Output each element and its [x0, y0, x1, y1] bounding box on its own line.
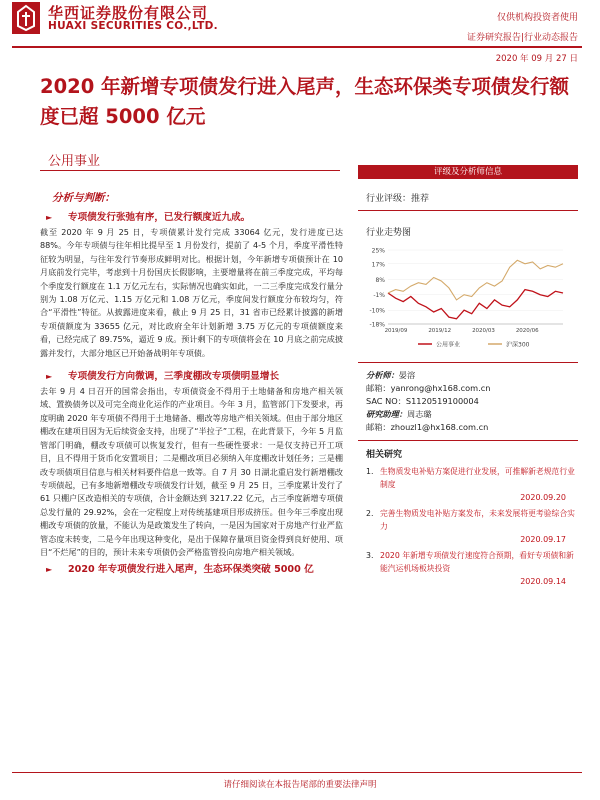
- header-divider: [12, 46, 582, 48]
- related-research-list: [358, 466, 578, 586]
- section-heading-text: 2020 年专项债发行进入尾声，生态环保类突破 5000 亿: [68, 564, 314, 576]
- email-label: 邮箱：: [366, 422, 391, 432]
- company-logo: [12, 2, 40, 34]
- analyst-name: 晏溶: [398, 370, 416, 380]
- y-tick-label: 25%: [371, 247, 385, 255]
- section-heading-2: [40, 370, 343, 383]
- trend-chart-label: 行业走势图: [366, 228, 412, 238]
- section-heading-3: [40, 563, 343, 576]
- series-line-csi300: [388, 260, 563, 300]
- bullet-triangle-icon: ►: [46, 565, 53, 575]
- bullet-triangle-icon: ►: [46, 372, 53, 382]
- sidebar-divider: [358, 362, 578, 363]
- analysis-heading: 分析与判断：: [52, 192, 115, 204]
- email-label: 邮箱：: [366, 383, 391, 393]
- industry-trend-chart: [358, 242, 578, 352]
- sidebar-divider: [358, 440, 578, 441]
- y-tick-label: 17%: [371, 261, 385, 269]
- bullet-triangle-icon: ►: [46, 213, 53, 222]
- related-item[interactable]: 3. 2020 年新增专项债发行速度符合预期，看好专项债和新能汽运机场板块投资: [366, 550, 578, 575]
- industry-rating: [366, 191, 578, 204]
- analyst-email[interactable]: yanrong@hx168.com.cn: [390, 383, 491, 393]
- section-heading-text: 专项债发行方向微调，三季度棚改专项债明显增长: [68, 371, 280, 383]
- analyst-label: 分析师：: [366, 370, 399, 380]
- related-item-title: 2020 年新增专项债发行速度符合预期，看好专项债和新能汽运机场板块投资: [380, 551, 574, 573]
- related-item-date: 2020.09.20: [520, 493, 566, 502]
- y-tick-label: -18%: [369, 321, 385, 329]
- related-item-title: 生物质发电补贴方案促进行业发展，可推解新老规范行业制度: [380, 467, 575, 489]
- assistant-name: 周志璐: [406, 409, 432, 419]
- company-name-cn: 华西证券股份有限公司: [48, 4, 209, 22]
- report-date: 2020 年 09 月 27 日: [495, 54, 578, 64]
- sector-divider: [40, 170, 340, 171]
- assistant-label: 研究助理：: [366, 409, 407, 419]
- section-heading-1: [40, 211, 343, 224]
- investor-disclaimer: 仅供机构投资者使用: [496, 13, 578, 23]
- y-tick-label: -10%: [369, 307, 385, 315]
- section-body-2: 去年 9 月 4 日召开的国常会指出，专项债资金不得用于土地储备和房地产相关领域、置换债务以及可完全商业化运作的产业项目。今年 3 月，监管部门下发要求，再度明确 2020 年专项债不得用于土地储备、棚改等房地产相关领域。但由于部分地区棚改在建项目因为无后续资金支持，出现了“半拉子”工程，在此背景下，今年 5 月监管部门明确，棚改专项债可以恢复发行，但有一些硬性要求：一是仅支持已开工项目，且不得用于货币化安置项目；二是棚改项目必须纳入年度棚改计划任务；三是棚改专项债项目信息与相关材料要件信息一致等。自 7 月 30 日湖北重启发行新增棚改专项债起，已有多地新增棚改专项债发行计划，截至 9 月 25 日，三季度累计发行了 61 只棚户区改造相关的专项债，合计金额达到 3217.22 亿元，占三季度新增专项债总发行量的 29.92%，会在一定程度上对传统基建项目形成挤压。但今年三季度出现棚改专项债的放量，不能认为是政策发生了转向，一是因为国家对于房地产行业严监管态度未转变，二是今年出现这种变化，是出于保障存量项目资金得到良好使用、项目“不烂尾”的目的，预计未来专项债仍会严格监管投向房地产相关领域。: [40, 386, 343, 557]
- sidebar-divider: [358, 210, 578, 211]
- sector-name: 公用事业: [48, 154, 101, 169]
- sac-number: S1120519100004: [405, 396, 479, 406]
- report-title: 2020 年新增专项债发行进入尾声，生态环保类专项债发行额度已超 5000 亿元: [40, 75, 570, 128]
- section-body-1: 截至 2020 年 9 月 25 日，专项债累计发行完成 33064 亿元，发行进度已达 88%。今年专项债与往年相比提早至 1 月份发行，提前了 4-5 个月，季度平滑性特征较为明显，与往年发行节奏形成鲜明对比。根据计划，今年新增专项债预计在 10 月底前发行完毕，考虑到十月份国庆长假影响，主要增量将在前三季度完成，平均每个季度发行额度在 1.1 万亿元左右，实际情况也确实如此，一二三季度完成发行量分别为 1.08 万亿元、1.15 万亿元和 1.08 万亿元，季度间发行额度分布较均匀，符合“平滑性”特征。从披露进度来看，截止 9 月 25 日，31 省市已经累计披露的新增专项债额度为 33655 亿元，对比政府全年计划新增 3.75 万亿元的专项债额度来看，已经完成了 89.75%，逼近 9 成。预计剩下的专项债将会在 10 月底之前完成披露并发行，大部分地区已开始备战明年专项债。: [40, 227, 343, 358]
- analysis-column: [40, 190, 343, 578]
- logo-mark-icon: [12, 2, 40, 34]
- x-tick-label: 2019/09: [384, 328, 408, 334]
- x-tick-label: 2020/06: [515, 328, 539, 334]
- legend-label: 公用事业: [436, 341, 461, 349]
- related-item-title: 完善生物质发电补贴方案发布，未来发展将更考验综合实力: [380, 509, 575, 531]
- series-line-utilities: [388, 290, 563, 319]
- legend-label: 沪深300: [506, 341, 530, 349]
- related-item[interactable]: 2. 完善生物质发电补贴方案发布，未来发展将更考验综合实力: [366, 508, 578, 533]
- related-item-date: 2020.09.14: [520, 577, 566, 586]
- x-tick-label: 2019/12: [428, 328, 452, 334]
- x-tick-label: 2020/03: [472, 328, 495, 334]
- rating-label: 行业评级：: [366, 194, 412, 204]
- info-sidebar: [358, 165, 578, 586]
- report-type: 证券研究报告|行业动态报告: [466, 33, 578, 43]
- company-name-en: HUAXI SECURITIES CO.,LTD.: [48, 20, 218, 32]
- y-tick-label: 8%: [375, 276, 385, 284]
- related-item[interactable]: 1. 生物质发电补贴方案促进行业发展，可推解新老规范行业制度: [366, 466, 578, 491]
- rating-value: 推荐: [411, 194, 430, 204]
- footer-divider: [12, 772, 582, 773]
- analyst-info: [366, 369, 578, 434]
- footer-legal-notice: 请仔细阅读在本报告尾部的重要法律声明: [223, 780, 377, 790]
- related-item-date: 2020.09.17: [520, 535, 566, 544]
- info-band: 评级及分析师信息: [358, 165, 578, 179]
- assistant-email[interactable]: zhouzl1@hx168.com.cn: [390, 422, 489, 432]
- y-tick-label: -1%: [373, 292, 385, 300]
- sac-label: SAC NO：: [366, 396, 406, 406]
- related-research-heading: 相关研究: [366, 450, 403, 460]
- section-heading-text: 专项债发行张弛有序，已发行额度近九成。: [68, 212, 251, 223]
